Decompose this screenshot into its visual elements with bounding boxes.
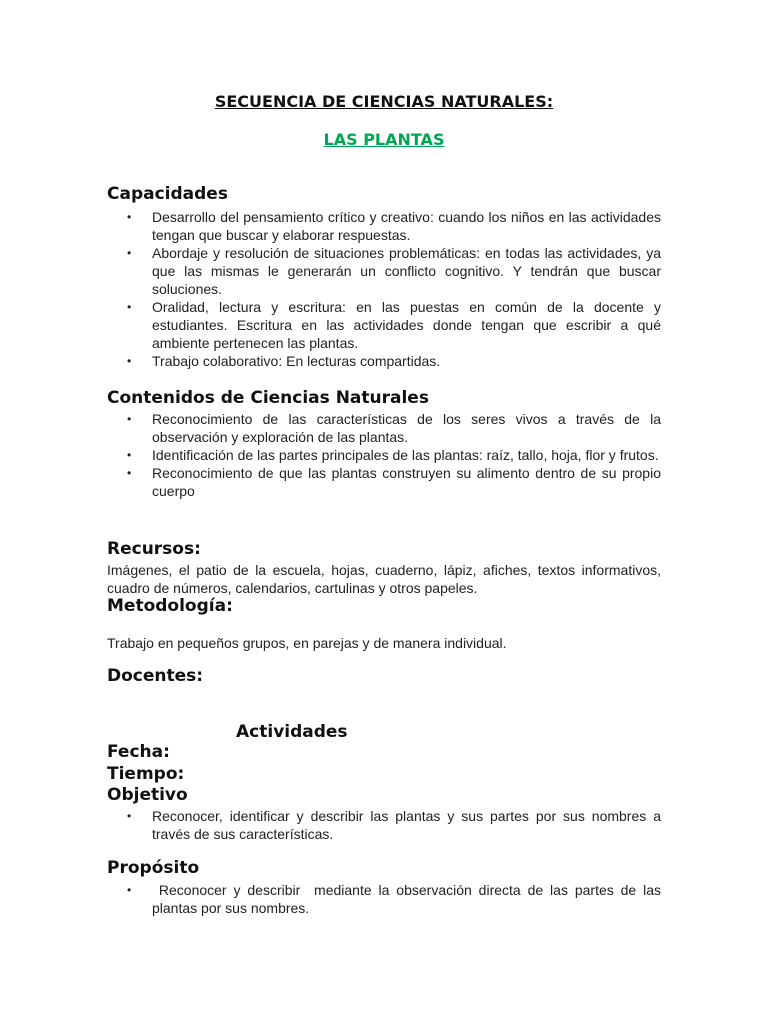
actividades-heading: Actividades xyxy=(236,722,348,742)
objetivo-heading: Objetivo xyxy=(107,785,188,805)
recursos-heading: Recursos: xyxy=(107,539,201,559)
contenidos-list xyxy=(107,410,661,500)
list-item: • Reconocimiento de que las plantas construyen su alimento dentro de su propio cuerpo xyxy=(127,465,661,499)
bullet-icon: • xyxy=(127,246,132,260)
list-item: • Reconocer y describir mediante la observación directa de las partes de las plantas por sus nombres. xyxy=(127,882,665,916)
bullet-icon: • xyxy=(127,300,132,314)
bullet-icon: • xyxy=(127,210,132,224)
bullet-icon: • xyxy=(127,412,132,426)
fecha-label: Fecha: xyxy=(107,742,170,762)
list-item: • Reconocimiento de las características de los seres vivos a través de la observación y exploración de las plantas. xyxy=(127,411,661,445)
proposito-heading: Propósito xyxy=(107,858,200,878)
list-item: • Oralidad, lectura y escritura: en las puestas en común de la docente y estudiantes. Escritura en las actividades donde tengan que escribir a qué ambiente pertenecen las plantas. xyxy=(127,299,661,351)
tiempo-label: Tiempo: xyxy=(107,764,185,784)
capacidades-list xyxy=(107,208,661,370)
docentes-heading: Docentes: xyxy=(107,666,204,686)
capacidades-heading: Capacidades xyxy=(107,184,228,204)
list-item: • Abordaje y resolución de situaciones problemáticas: en todas las actividades, ya que las mismas le generarán un conflicto cognitivo. Y tendrán que buscar soluciones. xyxy=(127,245,661,297)
recursos-text: Imágenes, el patio de la escuela, hojas, cuaderno, lápiz, afiches, textos informativos, cuadro de números, calendarios, cartulinas y otros papeles. xyxy=(107,562,661,596)
bullet-icon: • xyxy=(127,466,132,480)
list-item: • Desarrollo del pensamiento crítico y creativo: cuando los niños en las actividades tengan que buscar y elaborar respuestas. xyxy=(127,209,661,243)
contenidos-heading: Contenidos de Ciencias Naturales xyxy=(107,388,429,408)
list-item: • Trabajo colaborativo: En lecturas compartidas. xyxy=(127,353,441,369)
proposito-list xyxy=(107,881,665,917)
bullet-icon: • xyxy=(127,883,132,897)
metodologia-text: Trabajo en pequeños grupos, en parejas y de manera individual. xyxy=(107,635,507,651)
bullet-icon: • xyxy=(127,448,132,462)
metodologia-heading: Metodología: xyxy=(107,596,233,616)
document-title: SECUENCIA DE CIENCIAS NATURALES: xyxy=(214,92,554,111)
document-subtitle: LAS PLANTAS xyxy=(323,130,445,149)
list-item: • Identificación de las partes principales de las plantas: raíz, tallo, hoja, flor y frutos. xyxy=(127,447,659,463)
bullet-icon: • xyxy=(127,354,132,368)
objetivo-list xyxy=(107,807,661,843)
bullet-icon: • xyxy=(127,809,132,823)
list-item: • Reconocer, identificar y describir las plantas y sus partes por sus nombres a través de sus características. xyxy=(127,808,661,842)
